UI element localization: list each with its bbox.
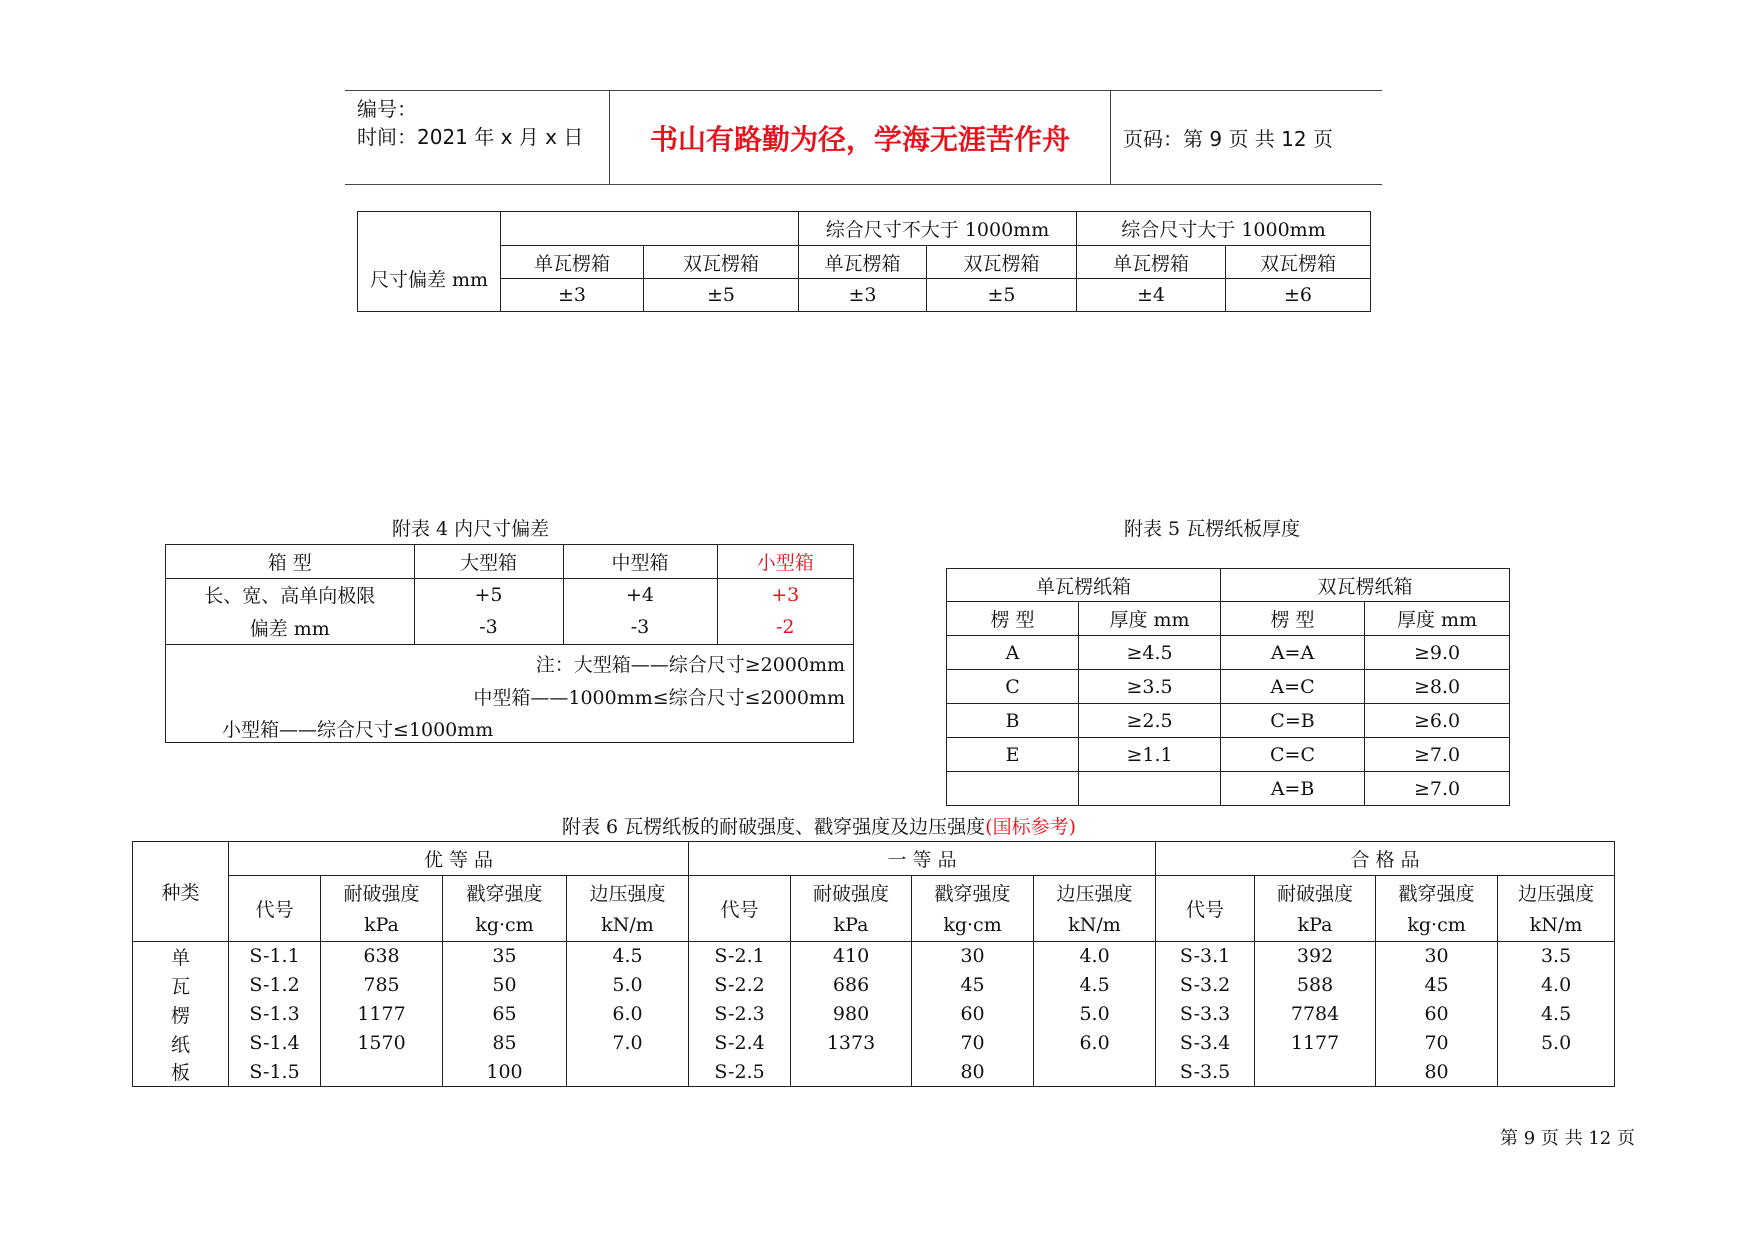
group-header-large: 综合尺寸大于 1000mm <box>1077 212 1371 246</box>
value-cell: 100 <box>443 1058 567 1087</box>
value-cell: 6.0 <box>567 1000 689 1029</box>
table5-caption: 附表 5 瓦楞纸板厚度 <box>1124 518 1301 540</box>
table-row <box>947 704 1510 738</box>
col-header-name: 边压强度 <box>567 876 689 909</box>
thickness-cell: ≥8.0 <box>1365 670 1510 704</box>
col-header-name: 耐破强度 <box>1255 876 1376 909</box>
grade-header-premium: 优 等 品 <box>229 842 689 876</box>
value-cell: 30 <box>912 942 1034 971</box>
value-cell <box>791 1058 912 1087</box>
flute-cell: A=A <box>1221 636 1365 670</box>
flute-cell: B <box>947 704 1079 738</box>
value-cell: S-3.2 <box>1156 971 1255 1000</box>
value-cell <box>321 1058 443 1087</box>
kind-char: 单 <box>133 942 229 971</box>
subheader: 厚度 mm <box>1079 602 1221 636</box>
col-header-name: 耐破强度 <box>321 876 443 909</box>
value-cell: S-1.2 <box>229 971 321 1000</box>
value-cell: ±5 <box>927 279 1077 312</box>
value-cell: -2 <box>717 611 853 644</box>
col-header-name: 边压强度 <box>1498 876 1615 909</box>
value-cell <box>567 1058 689 1087</box>
value-cell: 1373 <box>791 1029 912 1058</box>
value-cell <box>1255 1058 1376 1087</box>
col-header-unit: kN/m <box>567 909 689 942</box>
value-cell: 5.0 <box>1034 1000 1156 1029</box>
value-cell: 1570 <box>321 1029 443 1058</box>
value-cell: 785 <box>321 971 443 1000</box>
value-cell: 392 <box>1255 942 1376 971</box>
col-header: 单瓦楞箱 <box>799 246 927 279</box>
header-page-label: 页码：第 9 页 共 12 页 <box>1123 127 1333 151</box>
value-cell: 4.5 <box>1498 1000 1615 1029</box>
col-header-unit: kg·cm <box>912 909 1034 942</box>
table-row <box>133 1058 1615 1087</box>
col-header-name: 戳穿强度 <box>443 876 567 909</box>
col-header-name: 耐破强度 <box>791 876 912 909</box>
table6-caption-text: 附表 6 瓦楞纸板的耐破强度、戳穿强度及边压强度 <box>562 816 986 838</box>
table-row <box>133 1000 1615 1029</box>
value-cell: 686 <box>791 971 912 1000</box>
thickness-cell <box>1079 772 1221 806</box>
subheader: 厚度 mm <box>1365 602 1510 636</box>
value-cell: 410 <box>791 942 912 971</box>
value-cell: 35 <box>443 942 567 971</box>
grade-header-qualified: 合 格 品 <box>1156 842 1615 876</box>
flute-cell: C <box>947 670 1079 704</box>
thickness-table <box>946 568 1510 806</box>
value-cell: ±3 <box>501 279 644 312</box>
kind-char: 瓦 <box>133 971 229 1000</box>
value-cell: ±3 <box>799 279 927 312</box>
value-cell: 7.0 <box>567 1029 689 1058</box>
number-label: 编号： <box>357 97 417 121</box>
col-header-name: 边压强度 <box>1034 876 1156 909</box>
table-row <box>133 971 1615 1000</box>
thickness-cell: ≥9.0 <box>1365 636 1510 670</box>
thickness-cell: ≥7.0 <box>1365 738 1510 772</box>
flute-cell: E <box>947 738 1079 772</box>
value-cell: S-3.1 <box>1156 942 1255 971</box>
thickness-cell: ≥7.0 <box>1365 772 1510 806</box>
value-cell: S-3.4 <box>1156 1029 1255 1058</box>
header-meta <box>357 91 607 184</box>
kind-char: 板 <box>133 1058 229 1087</box>
grade-header-first: 一 等 品 <box>689 842 1156 876</box>
table6-caption <box>562 812 1076 839</box>
value-cell: S-1.3 <box>229 1000 321 1029</box>
thickness-cell: ≥6.0 <box>1365 704 1510 738</box>
value-cell: 5.0 <box>567 971 689 1000</box>
col-header-code: 代号 <box>1156 876 1255 942</box>
col-header-code: 代号 <box>229 876 321 942</box>
col-header-unit: kN/m <box>1498 909 1615 942</box>
strength-table <box>132 841 1615 1087</box>
value-cell: 4.0 <box>1034 942 1156 971</box>
group-single: 单瓦楞纸箱 <box>947 569 1221 602</box>
col-header: 双瓦楞箱 <box>1226 246 1371 279</box>
group-header-small: 综合尺寸不大于 1000mm <box>799 212 1077 246</box>
table-row <box>133 1029 1615 1058</box>
table-row <box>947 636 1510 670</box>
col-header: 双瓦楞箱 <box>644 246 799 279</box>
value-cell: 70 <box>912 1029 1034 1058</box>
value-cell: 7784 <box>1255 1000 1376 1029</box>
col-header-unit: kg·cm <box>1376 909 1498 942</box>
value-cell: S-2.3 <box>689 1000 791 1029</box>
value-cell: S-3.5 <box>1156 1058 1255 1087</box>
value-cell: 4.5 <box>567 942 689 971</box>
flute-cell: C=C <box>1221 738 1365 772</box>
value-cell: 60 <box>912 1000 1034 1029</box>
size-deviation-table <box>357 211 1371 312</box>
flute-cell <box>947 772 1079 806</box>
value-cell: 1177 <box>1255 1029 1376 1058</box>
flute-cell: A <box>947 636 1079 670</box>
value-cell: ±5 <box>644 279 799 312</box>
subheader: 楞 型 <box>947 602 1079 636</box>
col-header: 单瓦楞箱 <box>501 246 644 279</box>
group-double: 双瓦楞纸箱 <box>1221 569 1510 602</box>
header-box-type: 箱 型 <box>166 545 414 578</box>
value-cell: +5 <box>414 578 563 611</box>
time-label: 时间：2021 年 x 月 x 日 <box>357 125 584 149</box>
limit-label-2: 偏差 mm <box>166 611 414 644</box>
page-footer: 第 9 页 共 12 页 <box>1500 1128 1635 1149</box>
value-cell: 30 <box>1376 942 1498 971</box>
header-medium: 中型箱 <box>563 545 717 578</box>
value-cell: S-2.4 <box>689 1029 791 1058</box>
value-cell: S-2.5 <box>689 1058 791 1087</box>
value-cell: 50 <box>443 971 567 1000</box>
table-row <box>947 738 1510 772</box>
table-row <box>947 670 1510 704</box>
value-cell: 80 <box>1376 1058 1498 1087</box>
value-cell: 980 <box>791 1000 912 1029</box>
value-cell: +3 <box>717 578 853 611</box>
value-cell: ±6 <box>1226 279 1371 312</box>
col-header: 双瓦楞箱 <box>927 246 1077 279</box>
flute-cell: A=B <box>1221 772 1365 806</box>
value-cell: -3 <box>414 611 563 644</box>
value-cell: S-3.3 <box>1156 1000 1255 1029</box>
subheader: 楞 型 <box>1221 602 1365 636</box>
kind-label: 种类 <box>133 842 229 942</box>
note-small: 小型箱——综合尺寸≤1000mm <box>222 719 494 741</box>
value-cell: S-2.1 <box>689 942 791 971</box>
inner-size-table <box>165 544 854 743</box>
thickness-cell: ≥3.5 <box>1079 670 1221 704</box>
value-cell: 5.0 <box>1498 1029 1615 1058</box>
flute-cell: C=B <box>1221 704 1365 738</box>
value-cell: S-1.4 <box>229 1029 321 1058</box>
col-header: 单瓦楞箱 <box>1077 246 1226 279</box>
value-cell: 1177 <box>321 1000 443 1029</box>
value-cell: 65 <box>443 1000 567 1029</box>
value-cell: 638 <box>321 942 443 971</box>
value-cell: 3.5 <box>1498 942 1615 971</box>
value-cell: ±4 <box>1077 279 1226 312</box>
header-motto: 书山有路勤为径，学海无涯苦作舟 <box>609 91 1111 184</box>
col-header-unit: kN/m <box>1034 909 1156 942</box>
value-cell: 588 <box>1255 971 1376 1000</box>
col-header-code: 代号 <box>689 876 791 942</box>
value-cell: 45 <box>1376 971 1498 1000</box>
col-header-name: 戳穿强度 <box>912 876 1034 909</box>
col-header-unit: kg·cm <box>443 909 567 942</box>
value-cell: 4.5 <box>1034 971 1156 1000</box>
value-cell: 80 <box>912 1058 1034 1087</box>
value-cell: 60 <box>1376 1000 1498 1029</box>
kind-char: 楞 <box>133 1000 229 1029</box>
table-row <box>947 772 1510 806</box>
col-header-unit: kPa <box>1255 909 1376 942</box>
header-small: 小型箱 <box>717 545 853 578</box>
value-cell: S-1.1 <box>229 942 321 971</box>
thickness-cell: ≥1.1 <box>1079 738 1221 772</box>
col-header-unit: kPa <box>791 909 912 942</box>
table-row <box>133 942 1615 971</box>
note-medium: 中型箱——1000mm≤综合尺寸≤2000mm <box>473 687 845 709</box>
value-cell: 4.0 <box>1498 971 1615 1000</box>
header-large: 大型箱 <box>414 545 563 578</box>
corner-cell <box>358 212 501 246</box>
kind-char: 纸 <box>133 1029 229 1058</box>
value-cell: 85 <box>443 1029 567 1058</box>
page-header <box>345 90 1382 185</box>
value-cell: S-2.2 <box>689 971 791 1000</box>
value-cell: 6.0 <box>1034 1029 1156 1058</box>
col-header-name: 戳穿强度 <box>1376 876 1498 909</box>
flute-cell: A=C <box>1221 670 1365 704</box>
value-cell: +4 <box>563 578 717 611</box>
value-cell: 70 <box>1376 1029 1498 1058</box>
thickness-cell: ≥4.5 <box>1079 636 1221 670</box>
value-cell: -3 <box>563 611 717 644</box>
value-cell <box>1498 1058 1615 1087</box>
value-cell <box>1034 1058 1156 1087</box>
limit-label-1: 长、宽、高单向极限 <box>166 578 414 611</box>
empty-header-cell <box>501 212 799 246</box>
note-large: 注：大型箱——综合尺寸≥2000mm <box>535 654 845 676</box>
value-cell: 45 <box>912 971 1034 1000</box>
row-label: 尺寸偏差 mm <box>358 246 501 312</box>
col-header-unit: kPa <box>321 909 443 942</box>
thickness-cell: ≥2.5 <box>1079 704 1221 738</box>
value-cell: S-1.5 <box>229 1058 321 1087</box>
table4-caption: 附表 4 内尺寸偏差 <box>392 518 550 540</box>
table6-caption-note: (国标参考) <box>985 816 1076 838</box>
